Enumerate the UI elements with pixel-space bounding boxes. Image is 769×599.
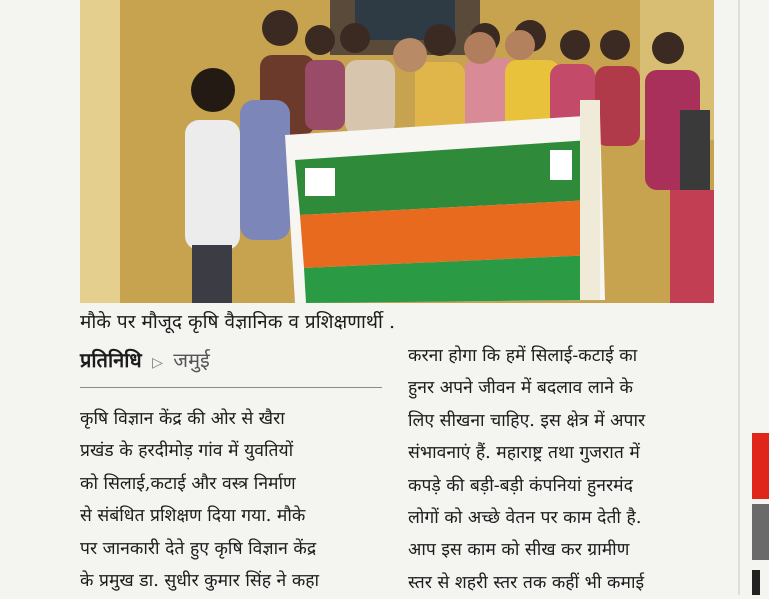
text-line: के प्रमुख डा. सुधीर कुमार सिंह ने कहा [80,571,320,592]
text-line: आप इस काम को सीख कर ग्रामीण [408,540,630,561]
text-line: को सिलाई,कटाई और वस्त्र निर्माण [80,473,296,494]
article-column-2 [408,340,718,599]
text-line: संभावनाएं हैं. महाराष्ट्र तथा गुजरात में [408,443,640,464]
text-line: कपड़े की बड़ी-बड़ी कंपनियां हुनरमंद [408,475,633,496]
text-line: पर जानकारी देते हुए कृषि विज्ञान केंद्र [80,538,317,559]
side-mark [752,570,760,595]
news-photo [80,0,714,303]
side-red-block [752,433,769,499]
text-line: से संबंधित प्रशिक्षण दिया गया. मौके [80,506,306,527]
photo-caption: मौके पर मौजूद कृषि वैज्ञानिक व प्रशिक्षणार्थी . [80,311,396,333]
byline-separator-icon: ▷ [152,355,163,371]
text-line: करना होगा कि हमें सिलाई-कटाई का [408,346,638,366]
text-line: लिए सीखना चाहिए. इस क्षेत्र में अपार [408,410,646,431]
text-line: स्तर से शहरी स्तर तक कहीं भी कमाई [408,572,645,593]
text-line: प्रखंड के हरदीमोड़ गांव में युवतियों [80,441,294,462]
text-line: कृषि विज्ञान केंद्र की ओर से खैरा [80,409,285,429]
text-line: हुनर अपने जीवन में बदलाव लाने के [408,378,633,399]
side-gray-block [752,504,769,560]
photo-illustration [80,0,714,303]
byline-author: प्रतिनिधि [80,348,142,372]
byline-rule [80,387,382,388]
text-line: लोगों को अच्छे वेतन पर काम देती है. [408,508,642,529]
page-gutter [738,0,740,595]
byline-location: जमुई [173,348,210,372]
byline [80,347,210,376]
article-column-1 [80,403,385,597]
